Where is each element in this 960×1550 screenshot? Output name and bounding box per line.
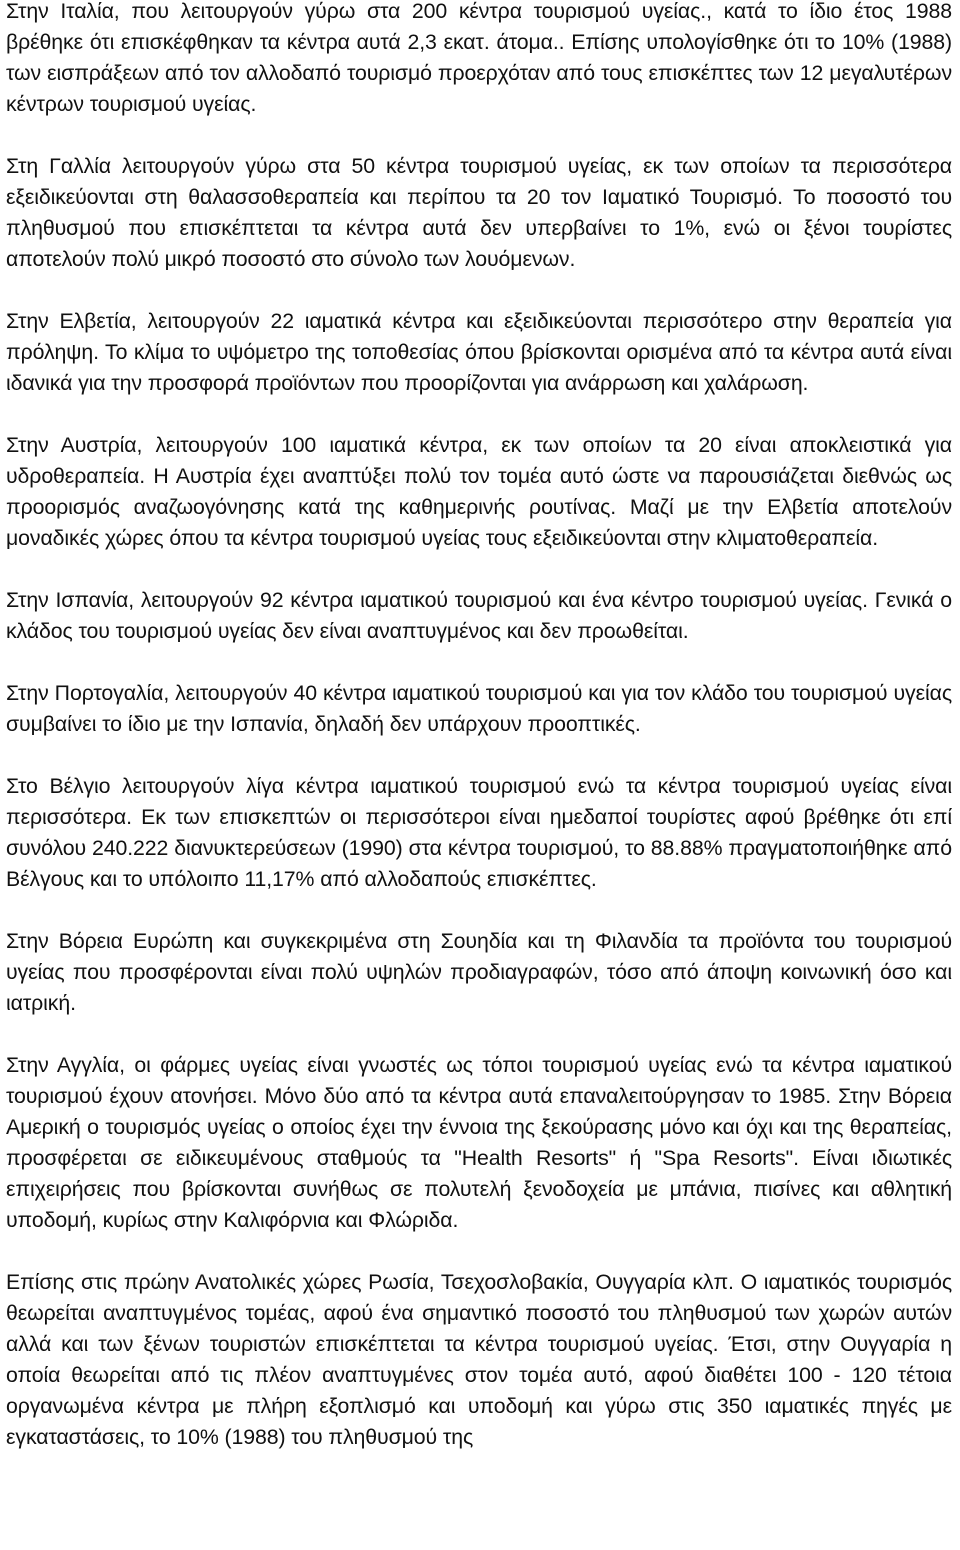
paragraph-austria: Στην Αυστρία, λειτουργούν 100 ιαματικά κέντρα, εκ των οποίων τα 20 είναι αποκλειστικά για υδροθεραπεία. Η Αυστρία έχει αναπτύξει πολύ τον τομέα αυτό ώστε να παρουσιάζεται διεθνώς ως προορισμός αναζωογόνησης κατά της καθημερινής ρουτίνας. Μαζί με την Ελβετία αποτελούν μοναδικές χώρες όπου τα κέντρα τουρισμού υγείας τους εξειδικεύονται στην κλιματοθεραπεία. (6, 433, 952, 550)
paragraph-eastern-countries: Επίσης στις πρώην Ανατολικές χώρες Ρωσία, Τσεχοσλοβακία, Ουγγαρία κλπ. Ο ιαματικός τουρισμός θεωρείται αναπτυγμένος τομέας, αφού ένα σημαντικό ποσοστό του πληθυσμού των χωρών αυτών αλλά και των ξένων τουριστών επισκέπτεται τα κέντρα τουρισμού υγείας. Έτσι, στην Ουγγαρία η οποία θεωρείται από τις πλέον αναπτυγμένες στον τομέα αυτό, αφού διαθέτει 100 - 120 τέτοια οργανωμένα κέντρα με πλήρη εξοπλισμό και υποδομή και γύρω στις 350 ιαματικές πηγές με εγκαταστάσεις, το 10% (1988) του πληθυσμού της (6, 1270, 952, 1449)
paragraph-england-north-america: Στην Αγγλία, οι φάρμες υγείας είναι γνωστές ως τόποι τουρισμού υγείας ενώ τα κέντρα ιαματικού τουρισμού έχουν ατονήσει. Μόνο δύο από τα κέντρα αυτά επαναλειτούργησαν το 1985. Στην Βόρεια Αμερική ο τουρισμός υγείας ο οποίος έχει την έννοια της ξεκούρασης μόνο και όχι και της θεραπείας, προσφέρεται σε ειδικευμένους σταθμούς τα "Health Resorts" ή "Spa Resorts". Είναι ιδιωτικές επιχειρήσεις που βρίσκονται συνήθως σε πολυτελή ξενοδοχεία με μπάνια, πισίνες και αθλητική υποδομή, κυρίως στην Καλιφόρνια και Φλώριδα. (6, 1053, 952, 1232)
paragraph-switzerland: Στην Ελβετία, λειτουργούν 22 ιαματικά κέντρα και εξειδικεύονται περισσότερο στην θεραπεία για πρόληψη. Το κλίμα το υψόμετρο της τοποθεσίας όπου βρίσκονται ορισμένα από τα κέντρα αυτά είναι ιδανικά για την προσφορά προϊόντων που προορίζονται για ανάρρωση και χαλάρωση. (6, 309, 952, 395)
paragraph-france: Στη Γαλλία λειτουργούν γύρω στα 50 κέντρα τουρισμού υγείας, εκ των οποίων τα περισσότερα εξειδικεύονται στη θαλασσοθεραπεία και περίπου τα 20 τον Ιαματικό Τουρισμό. Το ποσοστό του πληθυσμού που επισκέπτεται τα κέντρα αυτά δεν υπερβαίνει το 1%, ενώ οι ξένοι τουρίστες αποτελούν πολύ μικρό ποσοστό στο σύνολο των λουόμενων. (6, 154, 952, 271)
paragraph-northern-europe: Στην Βόρεια Ευρώπη και συγκεκριμένα στη Σουηδία και τη Φιλανδία τα προϊόντα του τουρισμού υγείας που προσφέρονται είναι πολύ υψηλών προδιαγραφών, τόσο από άποψη κοινωνική όσο και ιατρική. (6, 929, 952, 1015)
paragraph-portugal: Στην Πορτογαλία, λειτουργούν 40 κέντρα ιαματικού τουρισμού και για τον κλάδο του τουρισμού υγείας συμβαίνει το ίδιο με την Ισπανία, δηλαδή δεν υπάρχουν προοπτικές. (6, 681, 952, 736)
paragraph-belgium: Στο Βέλγιο λειτουργούν λίγα κέντρα ιαματικού τουρισμού ενώ τα κέντρα τουρισμού υγείας είναι περισσότερα. Εκ των επισκεπτών οι περισσότεροι είναι ημεδαποί τουρίστες αφού βρέθηκε ότι επί συνόλου 240.222 διανυκτερεύσεων (1990) στα κέντρα τουρισμού, το 88.88% πραγματοποιήθηκε από Βέλγους και το υπόλοιπο 11,17% από αλλοδαπούς επισκέπτες. (6, 774, 952, 891)
paragraph-spain: Στην Ισπανία, λειτουργούν 92 κέντρα ιαματικού τουρισμού και ένα κέντρο τουρισμού υγείας. Γενικά ο κλάδος του τουρισμού υγείας δεν είναι αναπτυγμένος και δεν προωθείται. (6, 588, 952, 643)
paragraph-italy: Στην Ιταλία, που λειτουργούν γύρω στα 200 κέντρα τουρισμού υγείας., κατά το ίδιο έτος 1988 βρέθηκε ότι επισκέφθηκαν τα κέντρα αυτά 2,3 εκατ. άτομα.. Επίσης υπολογίσθηκε ότι το 10% (1988) των εισπράξεων από τον αλλοδαπό τουρισμό προερχόταν από τους επισκέπτες των 12 μεγαλυτέρων κέντρων τουρισμού υγείας. (6, 0, 952, 116)
